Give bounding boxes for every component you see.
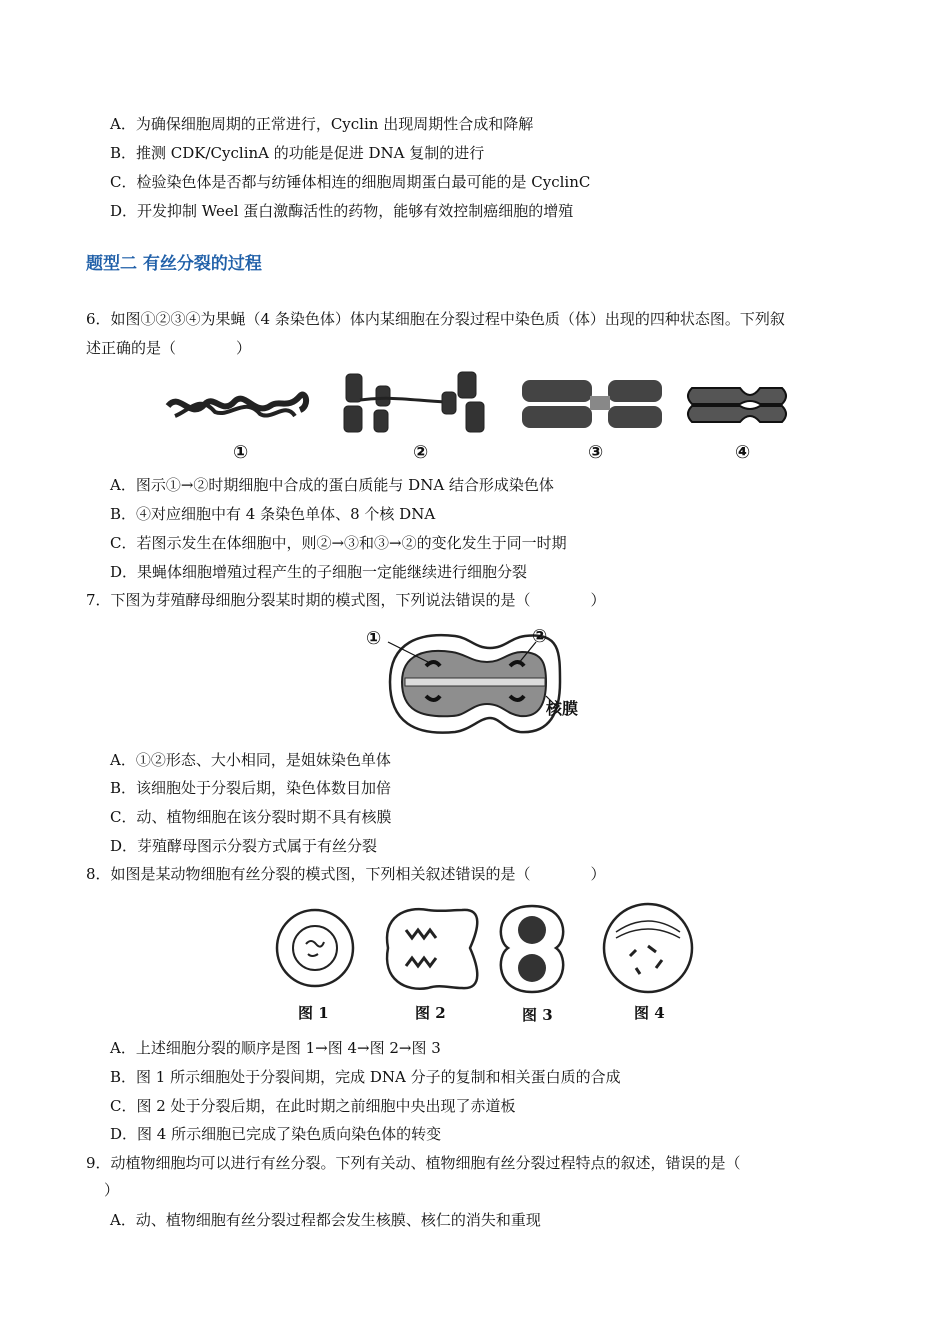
- chromatin-state-2: [344, 372, 484, 432]
- figure-label-2: ②: [413, 442, 429, 463]
- yeast-label-2: ②: [532, 626, 548, 647]
- mitosis-figure-4: [604, 904, 692, 992]
- mitosis-figure-3: [501, 906, 563, 992]
- mitosis-label-3: 图 3: [522, 1006, 553, 1024]
- q7-option-b: B．该细胞处于分裂后期，染色体数目加倍: [110, 779, 392, 797]
- q5-option-c: C．检验染色体是否都与纺锤体相连的细胞周期蛋白最可能的是 CyclinC: [110, 173, 591, 191]
- q6-option-a: A．图示①→②时期细胞中合成的蛋白质能与 DNA 结合形成染色体: [110, 476, 554, 494]
- q6-option-d: D．果蝇体细胞增殖过程产生的子细胞一定能继续进行细胞分裂: [110, 563, 528, 581]
- figure-label-1: ①: [233, 442, 249, 463]
- q7-option-a: A．①②形态、大小相同，是姐妹染色单体: [110, 751, 391, 769]
- yeast-label-1: ①: [366, 628, 382, 649]
- q8-stem: 8．如图是某动物细胞有丝分裂的模式图，下列相关叙述错误的是（ ）: [86, 865, 606, 883]
- q6-stem-line1: 6．如图①②③④为果蝇（4 条染色体）体内某细胞在分裂过程中染色质（体）出现的四种状态图。下列叙: [86, 310, 785, 328]
- nuclear-membrane-label: 核膜: [546, 699, 579, 718]
- q7-option-c: C．动、植物细胞在该分裂时期不具有核膜: [110, 808, 392, 826]
- q9-stem-line2: ）: [104, 1181, 120, 1199]
- q5-option-d: D．开发抑制 Weel 蛋白激酶活性的药物，能够有效控制癌细胞的增殖: [110, 202, 574, 220]
- q8-option-b: B．图 1 所示细胞处于分裂间期，完成 DNA 分子的复制和相关蛋白质的合成: [110, 1068, 621, 1086]
- chromatin-state-4: [688, 388, 786, 422]
- q7-option-d: D．芽殖酵母图示分裂方式属于有丝分裂: [110, 837, 378, 855]
- q5-option-b: B．推测 CDK/CyclinA 的功能是促进 DNA 复制的进行: [110, 144, 485, 162]
- figure-label-4: ④: [735, 442, 751, 463]
- q6-option-b: B．④对应细胞中有 4 条染色单体、8 个核 DNA: [110, 505, 436, 523]
- figure-label-3: ③: [588, 442, 604, 463]
- chromatin-state-3: [522, 380, 662, 428]
- mitosis-label-2: 图 2: [415, 1004, 446, 1022]
- q8-option-a: A．上述细胞分裂的顺序是图 1→图 4→图 2→图 3: [110, 1039, 441, 1057]
- q8-option-d: D．图 4 所示细胞已完成了染色质向染色体的转变: [110, 1125, 442, 1143]
- mitosis-label-1: 图 1: [298, 1004, 329, 1022]
- section-heading: 题型二 有丝分裂的过程: [86, 254, 262, 274]
- q8-option-c: C．图 2 处于分裂后期，在此时期之前细胞中央出现了赤道板: [110, 1097, 516, 1115]
- mitosis-figures: [270, 900, 700, 1010]
- mitosis-figure-1: [277, 910, 353, 986]
- chromatin-state-1: [168, 395, 306, 416]
- q6-option-c: C．若图示发生在体细胞中，则②→③和③→②的变化发生于同一时期: [110, 534, 567, 552]
- mitosis-label-4: 图 4: [634, 1004, 665, 1022]
- q6-stem-line2: 述正确的是（ ）: [86, 339, 252, 357]
- mitosis-figure-2: [387, 909, 477, 989]
- q7-stem: 7．下图为芽殖酵母细胞分裂某时期的模式图，下列说法错误的是（ ）: [86, 591, 606, 609]
- budding-yeast-figure: [360, 622, 600, 742]
- q5-option-a: A．为确保细胞周期的正常进行，Cyclin 出现周期性合成和降解: [110, 115, 534, 133]
- q9-option-a: A．动、植物细胞有丝分裂过程都会发生核膜、核仁的消失和重现: [110, 1211, 541, 1229]
- chromatin-states-figure: [160, 366, 800, 466]
- q9-stem-line1: 9．动植物细胞均可以进行有丝分裂。下列有关动、植物细胞有丝分裂过程特点的叙述，错误的是（: [86, 1154, 741, 1172]
